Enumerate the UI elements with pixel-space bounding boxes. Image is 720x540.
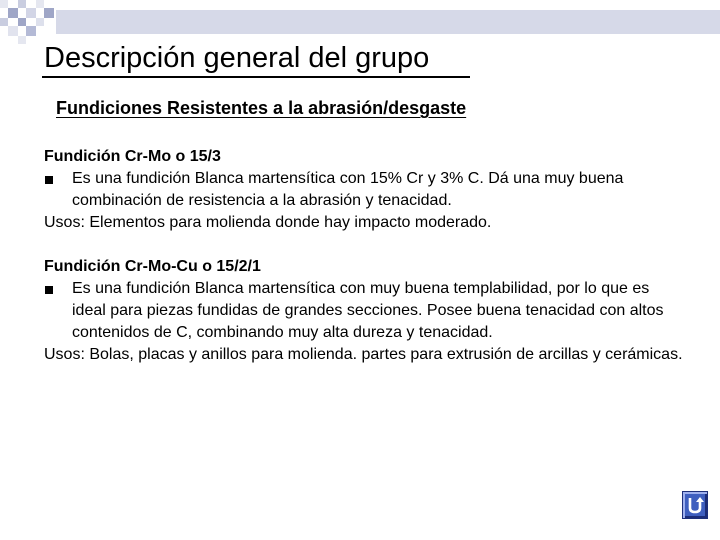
section-cr-mo [44,146,684,234]
bullet-text: Es una fundición Blanca martensítica con muy buena templabilidad, por lo que es ideal para piezas fundidas de grandes secciones. Posee buena tenacidad con altos contenidos de C, combinando muy alta dureza y tenacidad. [72,280,664,341]
usage-text: Usos: Elementos para molienda donde hay impacto moderado. [44,214,492,231]
bullet-item [44,278,684,344]
title-underline [42,76,470,78]
bullet-item [44,168,684,212]
usage-text: Usos: Bolas, placas y anillos para molienda. partes para extrusión de arcillas y cerámicas. [44,346,683,363]
section-cr-mo-cu [44,256,684,366]
return-arrow-icon [685,495,705,515]
square-bullet-icon [45,176,53,184]
bullet-text: Es una fundición Blanca martensítica con 15% Cr y 3% C. Dá una muy buena combinación de resistencia a la abrasión y tenacidad. [72,170,624,209]
header-decoration [0,0,720,48]
return-button[interactable] [682,491,708,519]
section-heading: Fundición Cr-Mo-Cu o 15/2/1 [44,258,261,275]
section-heading: Fundición Cr-Mo o 15/3 [44,148,221,165]
square-bullet-icon [45,286,53,294]
slide-body [44,146,684,366]
slide-title: Descripción general del grupo [44,42,430,74]
slide-subtitle: Fundiciones Resistentes a la abrasión/desgaste [56,98,467,118]
